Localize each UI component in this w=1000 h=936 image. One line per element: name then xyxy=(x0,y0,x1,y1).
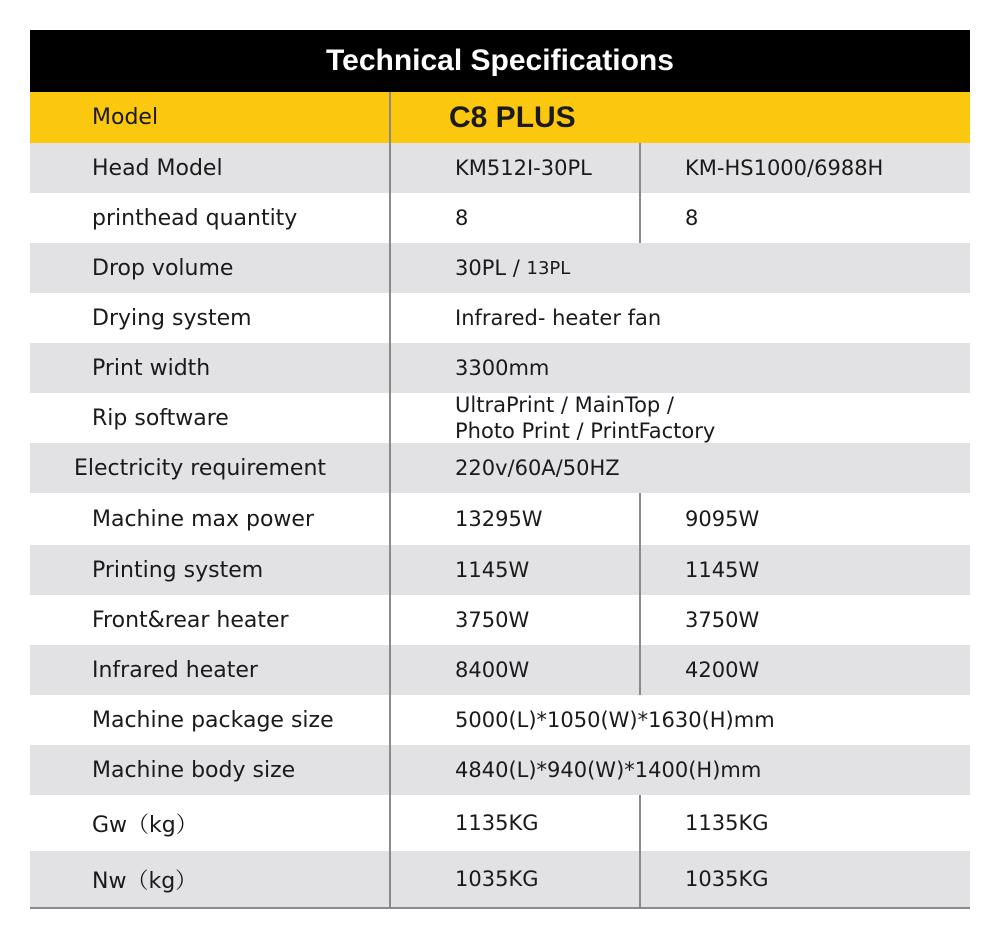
cell-value: 3750W xyxy=(455,608,530,632)
cell-value: 3300mm xyxy=(455,356,550,380)
row-label: Machine body size xyxy=(92,757,296,783)
drop-volume-sub: 13PL xyxy=(526,257,571,279)
row-label: Head Model xyxy=(92,155,223,181)
cell-value: KM512I-30PL xyxy=(455,156,592,180)
cell-value: 4840(L)*940(W)*1400(H)mm xyxy=(455,758,762,782)
row-label: Drying system xyxy=(92,305,252,331)
table-row xyxy=(30,493,970,545)
row-label: Machine max power xyxy=(92,506,315,532)
cell-value: 5000(L)*1050(W)*1630(H)mm xyxy=(455,708,775,732)
cell-value: 1145W xyxy=(685,558,760,582)
table-row xyxy=(30,851,970,907)
cell-value: KM-HS1000/6988H xyxy=(685,156,884,180)
cell-value: 13295W xyxy=(455,507,543,531)
cell-value: 8 xyxy=(685,206,699,230)
table-row xyxy=(30,745,970,795)
cell-value: 9095W xyxy=(685,507,760,531)
row-label: Machine package size xyxy=(92,707,334,733)
row-label: Drop volume xyxy=(92,255,234,281)
row-label: Rip software xyxy=(92,405,229,431)
row-label: Nw（kg） xyxy=(92,868,198,894)
row-label: printhead quantity xyxy=(92,205,298,231)
table-row xyxy=(30,143,970,193)
cell-value xyxy=(391,243,570,293)
model-label: Model xyxy=(92,105,159,130)
row-label: Front&rear heater xyxy=(92,607,289,633)
header-row xyxy=(30,92,970,143)
cell-value: 4200W xyxy=(685,658,760,682)
table-row xyxy=(30,343,970,393)
page-title: Technical Specifications xyxy=(30,30,970,92)
cell-value: 8400W xyxy=(455,658,530,682)
cell-value: 1035KG xyxy=(455,867,539,891)
cell-value: 1145W xyxy=(455,558,530,582)
rip-line-1: UltraPrint / MainTop / xyxy=(455,393,674,417)
table-bottom-border xyxy=(30,907,970,909)
table-row xyxy=(30,645,970,695)
cell-value xyxy=(391,393,715,443)
row-label: Print width xyxy=(92,355,211,381)
table-row xyxy=(30,243,970,293)
table-row xyxy=(30,695,970,745)
cell-value: 1035KG xyxy=(685,867,769,891)
rip-line-2: Photo Print / PrintFactory xyxy=(455,419,716,443)
table-row xyxy=(30,545,970,595)
spec-sheet xyxy=(30,30,970,909)
cell-value: 1135KG xyxy=(685,811,769,835)
cell-value: Infrared- heater fan xyxy=(455,306,662,330)
row-label: Gw（kg） xyxy=(92,812,198,838)
cell-value: 3750W xyxy=(685,608,760,632)
row-label: Printing system xyxy=(92,557,264,583)
cell-value: 8 xyxy=(455,206,469,230)
table-row xyxy=(30,293,970,343)
table-row xyxy=(30,443,970,493)
table-row xyxy=(30,393,970,443)
table-row xyxy=(30,795,970,851)
table-row xyxy=(30,193,970,243)
drop-volume-main: 30PL / xyxy=(455,256,520,280)
cell-value: 1135KG xyxy=(455,811,539,835)
table-row xyxy=(30,595,970,645)
model-name: C8 PLUS xyxy=(449,100,576,134)
cell-value: 220v/60A/50HZ xyxy=(455,456,620,480)
row-label: Electricity requirement xyxy=(74,455,327,481)
row-label: Infrared heater xyxy=(92,657,258,683)
